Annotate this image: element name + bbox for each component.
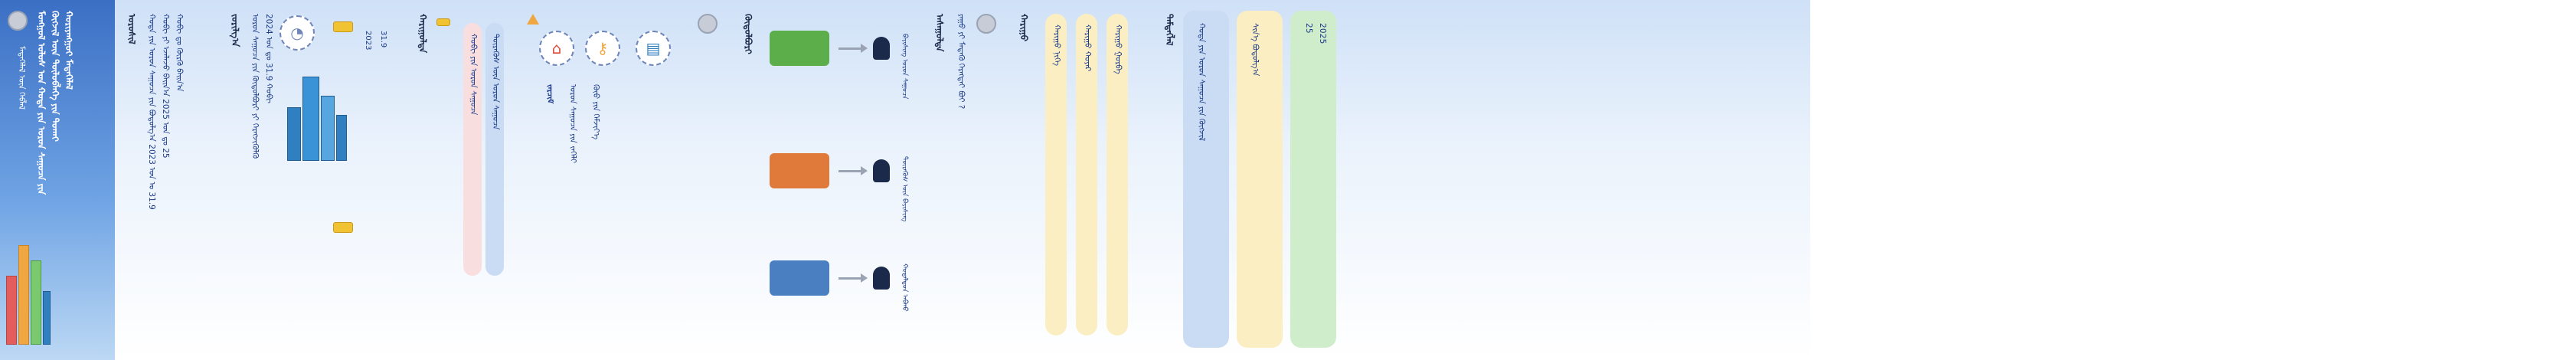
requirements-line-2: ᠣᠷᠣᠨ ᠰᠠᠭᠤᠴᠠ ᠶᠢᠨ ᠵᠡᠭᠡᠯᠢ	[568, 84, 577, 163]
housing-line-1: ᠪᠠᠶᠢᠰᠢᠩ ᠣᠷᠣᠨ ᠰᠠᠭᠤᠴᠠ	[901, 34, 908, 100]
cover-subtitle: ᠮᠡᠳᠡᠭᠡᠯᠡᠯ ᠦᠨ ᠬᠡᠪᠯᠡᠯ	[17, 46, 26, 110]
panel-details-header: ᠬᠠᠷᠢᠭᠤᠯᠲᠠ	[417, 14, 428, 54]
panel-housing-header: ᠬᠥᠲᠦᠯᠪᠦᠷᠢ	[743, 14, 754, 54]
detail-line-2: ᠲᠦᠷᠡᠭᠦᠰ ᠦᠨ ᠣᠷᠣᠨ ᠰᠠᠭᠤᠴᠠ	[491, 34, 500, 130]
requirements-line-1: ᠵᠠᠷᠴᠢᠮ	[545, 84, 554, 104]
summary-line-2: ᠰᠢᠨ᠎ᠡ ᠪᠣᠳᠣᠯᠭ᠎ᠠ	[1250, 23, 1260, 77]
panel-housing-types	[731, 0, 923, 360]
coin-icon	[436, 18, 450, 26]
panel-answers	[1007, 0, 1152, 360]
panel-summary	[1152, 0, 1810, 360]
panel-intro-line-1: ᠬᠣᠲᠠ ᠶᠢᠨ ᠣᠷᠣᠨ ᠰᠠᠭᠤᠴᠠ ᠶᠢᠨ ᠪᠣᠳᠣᠯᠭ᠎ᠠ 2023 ᠣᠨ ᠤ 31.9	[147, 14, 156, 210]
house-icon: ⌂	[539, 31, 574, 66]
detail-line-1: ᠬᠤᠪᠢ ᠶᠢᠨ ᠣᠷᠣᠨ ᠰᠠᠭᠤᠴᠠ	[469, 34, 478, 116]
panel-intro-line-3: ᠬᠤᠪᠢ ᠳᠤ ᠬᠦᠷᠬᠦ ᠪᠠᠢᠨ᠎ᠠ	[175, 14, 184, 92]
cover-panel	[0, 0, 115, 360]
cover-title-2: ᠬᠥᠭᠵᠢᠯ ᠦᠨ ᠲᠥᠯᠥᠪᠯᠡᠭᠡ ᠶᠢᠨ ᠲᠤᠬᠠᠢ	[50, 11, 60, 142]
summary-box-green	[1290, 11, 1336, 348]
coin-icon	[333, 21, 353, 32]
cover-title-3: ᠬᠤᠷᠢᠶᠠᠩᠭᠤᠢ ᠮᠡᠳᠡᠭᠡᠯᠡᠯ	[64, 11, 74, 90]
answer-1: ᠬᠠᠷᠢᠭᠤ ᠨᠢᠭᠡ	[1052, 25, 1061, 66]
document-icon: ▤	[636, 31, 671, 66]
panel-details	[406, 0, 521, 360]
summary-year: 2025	[1318, 23, 1327, 44]
panel-stats-line-1: ᠣᠷᠣᠨ ᠰᠠᠭᠤᠴᠠ ᠶᠢᠨ ᠬᠥᠲᠦᠯᠪᠦᠷᠢ ᠶᠢ ᠬᠡᠷᠡᠭᠵᠢᠭᠦᠯᠬᠦ	[250, 14, 260, 159]
housing-line-3: ᠬᠤᠳᠠᠯᠳᠤᠨ ᠠᠪᠬᠤ	[901, 263, 908, 312]
arrow-right-icon	[839, 170, 861, 172]
requirements-line-3: ᠬᠦᠦ ᠶᠢᠨ ᠬᠡᠮᠵᠢᠶ᠎ᠡ	[591, 84, 600, 140]
stat-share-a: 31.9	[379, 31, 387, 48]
panel-intro-header: ᠣᠷᠣᠰᠢᠯ	[126, 14, 137, 44]
panel-summary-header: ᠲᠡᠮᠳᠡᠭᠯᠡᠯ	[1164, 14, 1175, 46]
emblem-icon	[8, 11, 28, 31]
person-icon	[873, 159, 890, 182]
city-icon	[6, 230, 52, 345]
panel-intro	[115, 0, 218, 360]
summary-stat: 25	[1304, 23, 1313, 34]
person-icon	[873, 267, 890, 290]
housing-line-2: ᠲᠦᠷᠡᠭᠦᠰ ᠦᠨ ᠪᠠᠶᠢᠰᠢᠩ	[901, 156, 908, 222]
housing-type-green	[770, 31, 829, 66]
summary-line-1: ᠬᠣᠲᠠ ᠶᠢᠨ ᠣᠷᠣᠨ ᠰᠠᠭᠤᠴᠠ ᠶᠢᠨ ᠬᠥᠭᠵᠢᠯ	[1197, 23, 1206, 142]
panel-answers-header: ᠬᠠᠷᠢᠭᠤ	[1018, 14, 1029, 41]
stat-year-a: 2023	[364, 31, 372, 51]
warning-icon	[527, 14, 539, 25]
panel-question-header: ᠠᠰᠠᠭᠤᠯᠲᠠ	[934, 14, 945, 52]
arrow-right-icon	[839, 277, 861, 280]
answer-3: ᠬᠠᠷᠢᠭᠤ ᠭᠤᠷᠪᠠ	[1113, 25, 1123, 74]
panel-question-body: ᠶᠠᠭᠤ ᠶᠢ ᠮᠡᠳᠡᠬᠦ ᠬᠡᠷᠡᠭᠲᠡᠢ ᠪᠤᠢ ?	[956, 14, 966, 110]
panel-stats-header: ᠵᠣᠷᠢᠯᠭ᠎ᠠ	[230, 14, 240, 47]
arrow-right-icon	[839, 47, 861, 50]
cover-title-1: ᠮᠣᠩᠭᠣᠯ ᠤᠯᠤᠰ ᠤᠨ ᠬᠣᠲᠠ ᠶᠢᠨ ᠣᠷᠣᠨ ᠰᠠᠭᠤᠴᠠ ᠶᠢᠨ	[36, 11, 47, 195]
answer-2: ᠬᠠᠷᠢᠭᠤ ᠬᠣᠶᠠᠷ	[1083, 25, 1092, 72]
emblem-icon	[976, 14, 996, 34]
panel-overview	[685, 0, 731, 360]
panel-stats-line-2: 2024 ᠣᠨ ᠳᠤ 31.9 ᠬᠤᠪᠢ	[264, 14, 273, 103]
coin-icon	[333, 222, 353, 233]
city-icon	[287, 69, 348, 161]
panel-intro-line-2: ᠬᠤᠪᠢ ᠶᠢ ᠡᠵᠡᠯᠡᠵᠦ ᠪᠠᠢᠨ᠎ᠠ 2025 ᠣᠨ ᠳᠤ 25	[161, 14, 170, 159]
emblem-icon	[698, 14, 718, 34]
panel-question	[923, 0, 1007, 360]
panel-requirements	[521, 0, 685, 360]
key-icon: ⚷	[585, 31, 620, 66]
housing-type-blue	[770, 260, 829, 296]
panel-stats	[218, 0, 406, 360]
housing-type-orange	[770, 153, 829, 188]
person-icon	[873, 37, 890, 60]
chart-icon: ◔	[280, 15, 315, 51]
